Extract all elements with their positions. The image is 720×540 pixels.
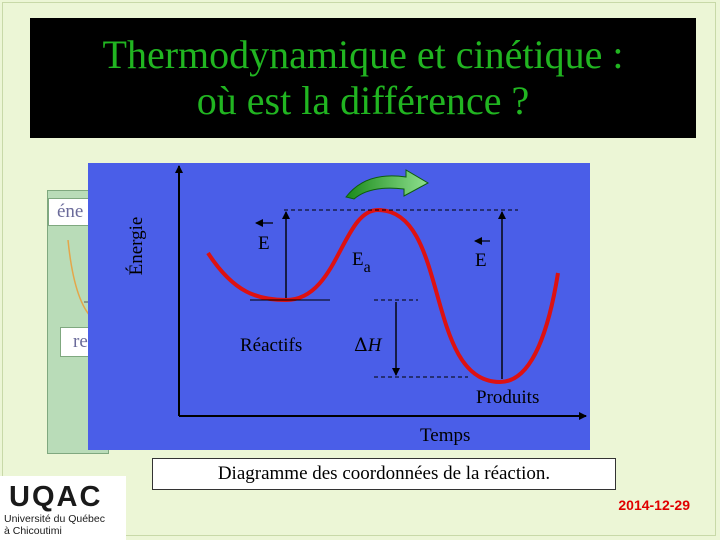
uqac-logo xyxy=(0,476,126,540)
e-reverse-label: E xyxy=(475,250,487,271)
energy-diagram xyxy=(88,163,590,450)
ea-subscript: a xyxy=(363,259,371,276)
logo-brand: UQAC xyxy=(9,481,103,513)
delta-h-label xyxy=(354,334,383,356)
products-label: Produits xyxy=(476,387,540,408)
title-line-2: où est la différence ? xyxy=(196,78,530,123)
ea-label xyxy=(352,249,371,276)
curved-arrow-icon xyxy=(346,170,428,199)
ea-main: E xyxy=(352,249,364,270)
reactants-label: Réactifs xyxy=(240,335,303,356)
y-axis-label: Énergie xyxy=(126,216,147,276)
background-slide-label-top: éne xyxy=(48,198,98,226)
diagram-caption: Diagramme des coordonnées de la réaction. xyxy=(152,458,616,490)
title-line-1: Thermodynamique et cinétique : xyxy=(102,32,624,77)
logo-line-1: Université du Québec xyxy=(4,513,105,525)
energy-diagram-svg xyxy=(88,163,590,450)
delta-symbol: Δ xyxy=(354,334,368,356)
e-forward-label: E xyxy=(258,233,270,254)
slide-date: 2014-12-29 xyxy=(618,497,690,513)
background-slide-label-bottom: re xyxy=(60,327,102,357)
delta-h-var: H xyxy=(367,335,382,356)
logo-line-2: à Chicoutimi xyxy=(4,525,62,537)
x-axis-label: Temps xyxy=(420,425,471,446)
slide-title xyxy=(30,18,696,138)
